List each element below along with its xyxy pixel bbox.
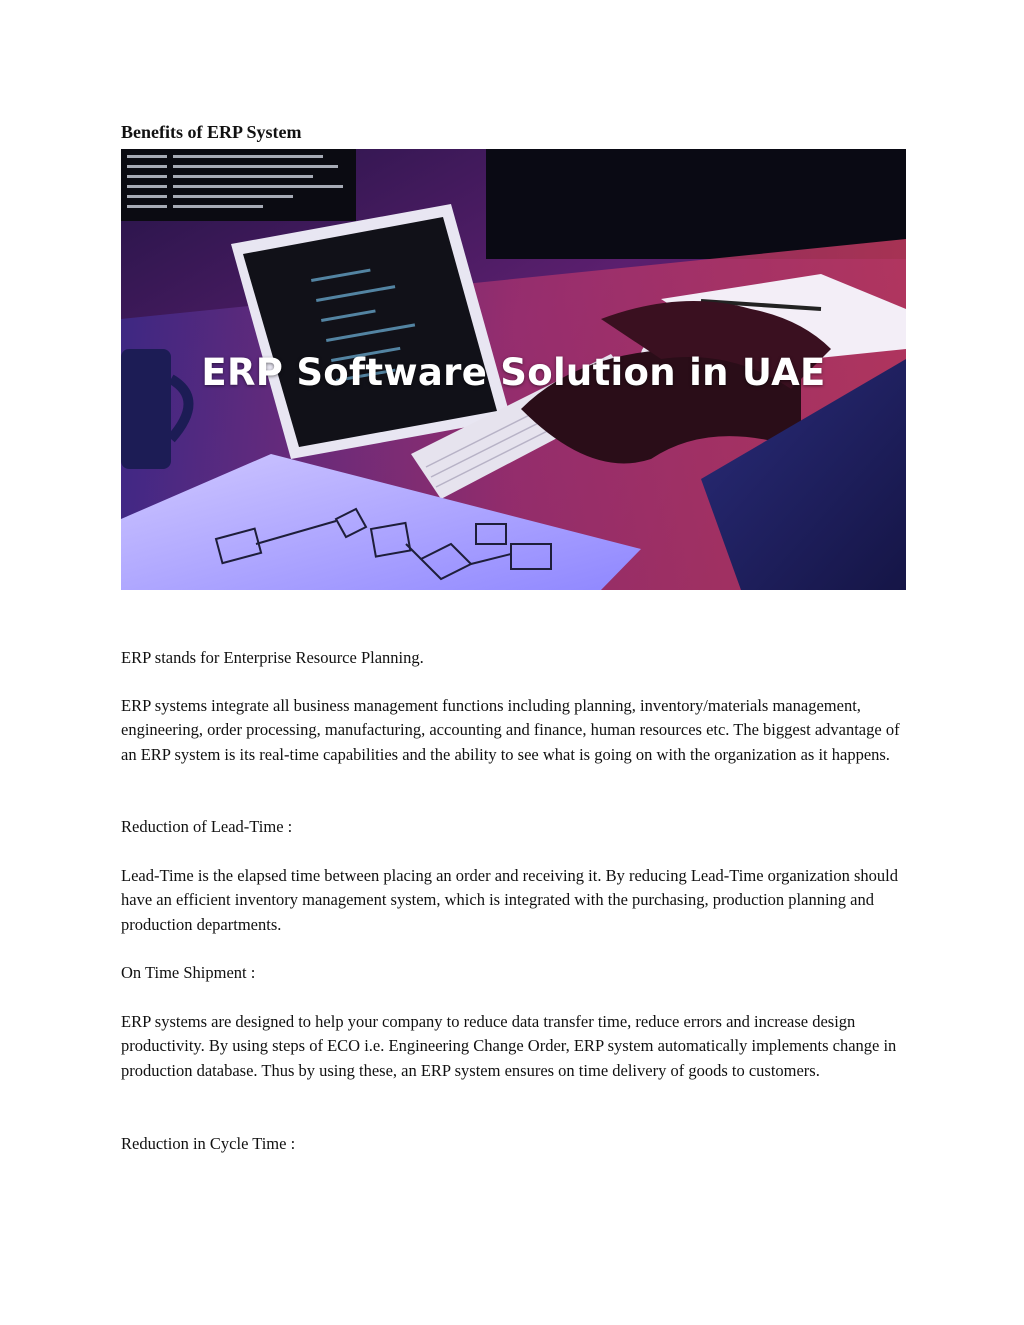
section-heading-cycle-time: Reduction in Cycle Time :: [121, 1134, 296, 1153]
paragraph-erp-overview: ERP systems integrate all business management functions including planning, inventory/materials management, engineering, order processing, manufacturing, accounting and finance, human resources etc. The biggest advantage of an ERP system is its real-time capabilities and the ability to see what is going on with the organization as it happens.: [121, 696, 900, 764]
paragraph-lead-time: Lead-Time is the elapsed time between placing an order and receiving it. By reducing Lead-Time organization should have an efficient inventory management system, which is integrated with the purchasing, production planning and production departments.: [121, 866, 898, 934]
paragraph-on-time-shipment: ERP systems are designed to help your company to reduce data transfer time, reduce errors and increase design productivity. By using steps of ECO i.e. Engineering Change Order, ERP system automatically implements change in production database. Thus by using these, an ERP system ensures on time delivery of goods to customers.: [121, 1012, 897, 1080]
page-title: Benefits of ERP System: [121, 122, 302, 142]
section-heading-on-time-shipment: On Time Shipment :: [121, 963, 256, 982]
hero-image: [121, 149, 906, 590]
hero-caption: ERP Software Solution in UAE: [201, 351, 826, 394]
section-heading-lead-time: Reduction of Lead-Time :: [121, 817, 293, 836]
paragraph-erp-definition: ERP stands for Enterprise Resource Planning.: [121, 648, 424, 667]
